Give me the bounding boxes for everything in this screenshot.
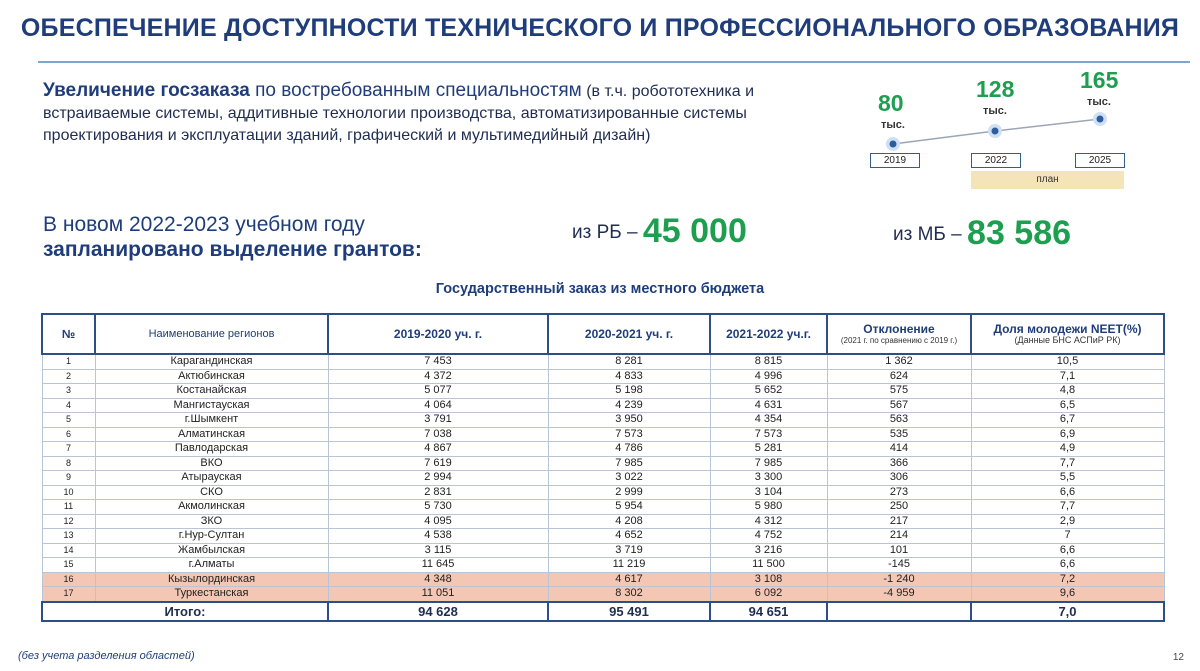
plan-year-2019: 2019 [870, 153, 920, 168]
row-region: г.Алматы [95, 558, 328, 573]
grants-rb [572, 212, 747, 251]
row-2021: 5 281 [710, 442, 827, 457]
row-2019: 7 038 [328, 427, 548, 442]
row-neet: 6,5 [971, 398, 1164, 413]
col-header-region: Наименование регионов [95, 314, 328, 354]
grants-mb-label: из МБ – [893, 224, 968, 245]
plan-label: план [971, 171, 1124, 189]
row-deviation: 306 [827, 471, 971, 486]
plan-unit-2022: тыс. [983, 105, 1007, 117]
row-region: Кызылординская [95, 572, 328, 587]
row-2019: 4 348 [328, 572, 548, 587]
row-region: Алматинская [95, 427, 328, 442]
row-2019: 4 095 [328, 514, 548, 529]
row-neet: 2,9 [971, 514, 1164, 529]
plan-mini-chart [860, 60, 1150, 195]
intro-text [43, 80, 763, 147]
plan-value-2022: 128 [976, 76, 1015, 102]
total-deviation [827, 602, 971, 621]
row-no: 2 [42, 369, 95, 384]
row-neet: 4,8 [971, 384, 1164, 399]
row-2020: 8 302 [548, 587, 710, 602]
grants-heading [43, 212, 422, 262]
table-row [42, 485, 1164, 500]
total-2020: 95 491 [548, 602, 710, 621]
table-caption: Государственный заказ из местного бюджета [435, 281, 765, 297]
col-header-2021: 2021-2022 уч.г. [710, 314, 827, 354]
table-row [42, 413, 1164, 428]
total-2021: 94 651 [710, 602, 827, 621]
row-no: 17 [42, 587, 95, 602]
neet-note: (Данные БНС АСПиР РК) [1014, 335, 1121, 345]
row-2019: 3 115 [328, 543, 548, 558]
table-row [42, 587, 1164, 602]
grants-line2: запланировано выделение грантов: [43, 238, 422, 261]
row-2021: 5 652 [710, 384, 827, 399]
row-deviation: 567 [827, 398, 971, 413]
row-2020: 4 652 [548, 529, 710, 544]
row-2020: 7 985 [548, 456, 710, 471]
plan-unit-2025: тыс. [1087, 96, 1111, 108]
row-deviation: 535 [827, 427, 971, 442]
row-2019: 3 791 [328, 413, 548, 428]
row-2020: 7 573 [548, 427, 710, 442]
table-total-row [42, 602, 1164, 621]
row-no: 10 [42, 485, 95, 500]
row-2019: 2 994 [328, 471, 548, 486]
row-2019: 2 831 [328, 485, 548, 500]
row-region: Туркестанская [95, 587, 328, 602]
row-2021: 3 300 [710, 471, 827, 486]
row-2021: 4 312 [710, 514, 827, 529]
plan-unit-2019: тыс. [881, 119, 905, 131]
row-region: Костанайская [95, 384, 328, 399]
grants-mb [893, 214, 1071, 253]
intro-bold: Увеличение госзаказа [43, 80, 250, 101]
row-no: 15 [42, 558, 95, 573]
table-header-row [42, 314, 1164, 354]
row-region: г.Шымкент [95, 413, 328, 428]
row-2020: 8 281 [548, 354, 710, 369]
row-2021: 8 815 [710, 354, 827, 369]
grants-line1: В новом 2022-2023 учебном году [43, 213, 365, 236]
table-body [42, 354, 1164, 602]
row-2020: 2 999 [548, 485, 710, 500]
row-deviation: -1 240 [827, 572, 971, 587]
plan-line [995, 119, 1100, 131]
row-2021: 6 092 [710, 587, 827, 602]
col-header-2020: 2020-2021 уч. г. [548, 314, 710, 354]
row-no: 1 [42, 354, 95, 369]
row-no: 14 [42, 543, 95, 558]
row-deviation: 1 362 [827, 354, 971, 369]
row-2019: 7 453 [328, 354, 548, 369]
table-row [42, 529, 1164, 544]
row-2021: 11 500 [710, 558, 827, 573]
row-2020: 3 950 [548, 413, 710, 428]
table-row [42, 543, 1164, 558]
deviation-note: (2021 г. по сравнению с 2019 г.) [840, 336, 958, 345]
row-region: Павлодарская [95, 442, 328, 457]
col-header-neet [971, 314, 1164, 354]
row-2020: 5 198 [548, 384, 710, 399]
col-header-no: № [42, 314, 95, 354]
table-row [42, 456, 1164, 471]
row-neet: 7,1 [971, 369, 1164, 384]
row-2019: 4 538 [328, 529, 548, 544]
table-row [42, 427, 1164, 442]
row-neet: 10,5 [971, 354, 1164, 369]
grants-mb-value: 83 586 [967, 214, 1072, 252]
row-deviation: -145 [827, 558, 971, 573]
table-row [42, 514, 1164, 529]
row-2020: 4 833 [548, 369, 710, 384]
row-neet: 6,6 [971, 543, 1164, 558]
row-2021: 3 216 [710, 543, 827, 558]
row-2019: 5 730 [328, 500, 548, 515]
row-2021: 7 985 [710, 456, 827, 471]
row-no: 16 [42, 572, 95, 587]
row-no: 11 [42, 500, 95, 515]
row-2020: 11 219 [548, 558, 710, 573]
plan-value-2019: 80 [878, 90, 904, 116]
row-2020: 4 617 [548, 572, 710, 587]
row-2020: 4 786 [548, 442, 710, 457]
row-2020: 3 719 [548, 543, 710, 558]
row-neet: 7 [971, 529, 1164, 544]
neet-title: Доля молодежи NEET(%) [993, 322, 1142, 336]
row-neet: 6,6 [971, 485, 1164, 500]
row-2019: 11 645 [328, 558, 548, 573]
row-region: Мангистауская [95, 398, 328, 413]
row-deviation: 101 [827, 543, 971, 558]
row-deviation: 214 [827, 529, 971, 544]
row-neet: 6,7 [971, 413, 1164, 428]
row-2020: 3 022 [548, 471, 710, 486]
row-deviation: 624 [827, 369, 971, 384]
col-header-2019: 2019-2020 уч. г. [328, 314, 548, 354]
row-no: 13 [42, 529, 95, 544]
row-no: 3 [42, 384, 95, 399]
row-deviation: 414 [827, 442, 971, 457]
plan-year-2025: 2025 [1075, 153, 1125, 168]
plan-value-2025: 165 [1080, 67, 1119, 93]
row-2021: 4 354 [710, 413, 827, 428]
row-deviation: 563 [827, 413, 971, 428]
table-row [42, 354, 1164, 369]
row-no: 6 [42, 427, 95, 442]
row-no: 9 [42, 471, 95, 486]
table-row [42, 369, 1164, 384]
grants-rb-label: из РБ – [572, 222, 643, 243]
row-region: ВКО [95, 456, 328, 471]
row-2020: 4 208 [548, 514, 710, 529]
state-order-table [41, 313, 1165, 622]
row-region: Жамбылская [95, 543, 328, 558]
row-region: Акмолинская [95, 500, 328, 515]
row-2019: 4 867 [328, 442, 548, 457]
row-region: Атырауская [95, 471, 328, 486]
row-region: СКО [95, 485, 328, 500]
row-neet: 4,9 [971, 442, 1164, 457]
table-row [42, 384, 1164, 399]
row-no: 5 [42, 413, 95, 428]
row-neet: 5,5 [971, 471, 1164, 486]
row-2019: 7 619 [328, 456, 548, 471]
total-neet: 7,0 [971, 602, 1164, 621]
grants-rb-value: 45 000 [642, 212, 747, 250]
row-deviation: -4 959 [827, 587, 971, 602]
plan-year-2022: 2022 [971, 153, 1021, 168]
table-row [42, 500, 1164, 515]
row-neet: 7,2 [971, 572, 1164, 587]
row-2019: 11 051 [328, 587, 548, 602]
row-region: ЗКО [95, 514, 328, 529]
row-neet: 6,9 [971, 427, 1164, 442]
intro-mid: по востребованным специальностям [249, 80, 582, 101]
table-row [42, 471, 1164, 486]
deviation-title: Отклонение [863, 322, 935, 336]
row-2021: 3 104 [710, 485, 827, 500]
row-no: 8 [42, 456, 95, 471]
table-row [42, 442, 1164, 457]
row-2021: 4 631 [710, 398, 827, 413]
row-deviation: 250 [827, 500, 971, 515]
row-2021: 7 573 [710, 427, 827, 442]
total-2019: 94 628 [328, 602, 548, 621]
page-title: ОБЕСПЕЧЕНИЕ ДОСТУПНОСТИ ТЕХНИЧЕСКОГО И ПРОФЕССИОНАЛЬНОГО ОБРАЗОВАНИЯ [20, 14, 1180, 42]
row-2021: 3 108 [710, 572, 827, 587]
total-label: Итого: [42, 602, 328, 621]
row-no: 12 [42, 514, 95, 529]
page-number: 12 [1172, 652, 1184, 663]
row-deviation: 273 [827, 485, 971, 500]
row-deviation: 575 [827, 384, 971, 399]
table-row [42, 572, 1164, 587]
footnote: (без учета разделения областей) [18, 650, 195, 662]
row-2021: 4 752 [710, 529, 827, 544]
row-2021: 5 980 [710, 500, 827, 515]
row-neet: 9,6 [971, 587, 1164, 602]
row-region: Актюбинская [95, 369, 328, 384]
row-neet: 7,7 [971, 500, 1164, 515]
col-header-deviation [827, 314, 971, 354]
row-neet: 6,6 [971, 558, 1164, 573]
table-row [42, 558, 1164, 573]
table-row [42, 398, 1164, 413]
row-deviation: 217 [827, 514, 971, 529]
row-no: 4 [42, 398, 95, 413]
row-2020: 5 954 [548, 500, 710, 515]
row-deviation: 366 [827, 456, 971, 471]
row-no: 7 [42, 442, 95, 457]
row-region: г.Нур-Султан [95, 529, 328, 544]
row-neet: 7,7 [971, 456, 1164, 471]
row-2019: 5 077 [328, 384, 548, 399]
row-2019: 4 372 [328, 369, 548, 384]
row-2019: 4 064 [328, 398, 548, 413]
row-region: Карагандинская [95, 354, 328, 369]
row-2021: 4 996 [710, 369, 827, 384]
plan-line [893, 131, 995, 144]
row-2020: 4 239 [548, 398, 710, 413]
intro-rest: (в т.ч. робототехника и встраиваемые системы, аддитивные технологии производства, автоматизированные системы проектирования и эксплуатации зданий, графический и мультимедийный дизайн) [43, 83, 754, 144]
